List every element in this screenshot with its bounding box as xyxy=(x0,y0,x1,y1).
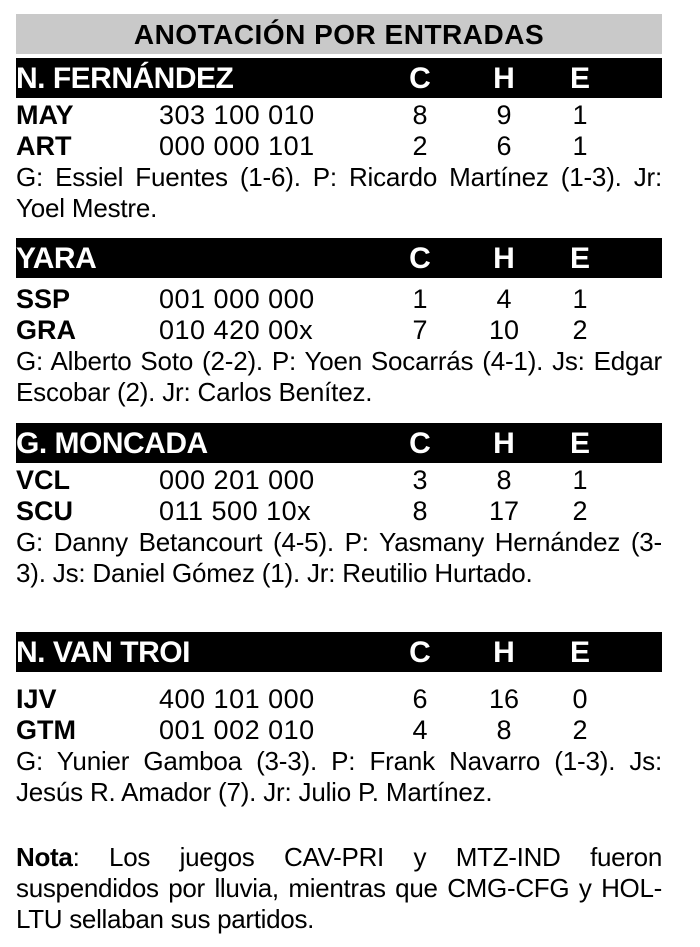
col-errors-header: E xyxy=(569,427,590,460)
col-errors-header: E xyxy=(569,636,590,669)
team-row xyxy=(16,465,662,496)
team-code: VCL xyxy=(16,465,70,495)
errors: 0 xyxy=(572,684,588,714)
runs: 8 xyxy=(412,100,428,130)
game-notes: G: Essiel Fuentes (1-6). P: Ricardo Martínez (1-3). Jr: Yoel Mestre. xyxy=(16,162,662,223)
team-row xyxy=(16,100,662,131)
hits: 9 xyxy=(496,100,512,130)
errors: 1 xyxy=(572,465,588,495)
runs: 4 xyxy=(412,715,428,745)
team-row xyxy=(16,284,662,315)
errors: 1 xyxy=(572,284,588,314)
col-runs-header: C xyxy=(409,62,431,95)
team-code: SSP xyxy=(16,284,71,314)
hits: 8 xyxy=(496,465,512,495)
team-code: GTM xyxy=(16,715,76,745)
venue-name: N. VAN TROI xyxy=(16,636,190,669)
inning-line: 000 201 000 xyxy=(159,465,315,495)
game-header xyxy=(16,632,662,672)
game-notes: G: Danny Betancourt (4-5). P: Yasmany Hernández (3-3). Js: Daniel Gómez (1). Jr: Reutilio Hurtado. xyxy=(16,527,662,588)
errors: 2 xyxy=(572,496,588,526)
team-code: GRA xyxy=(16,315,76,345)
team-code: ART xyxy=(16,131,72,161)
col-hits-header: H xyxy=(493,62,515,95)
inning-line: 001 002 010 xyxy=(159,715,315,745)
game-block xyxy=(16,632,662,808)
footnote xyxy=(16,842,662,935)
col-hits-header: H xyxy=(493,427,515,460)
col-hits-header: H xyxy=(493,636,515,669)
col-errors-header: E xyxy=(569,242,590,275)
col-runs-header: C xyxy=(409,242,431,275)
team-row xyxy=(16,131,662,162)
inning-line: 011 500 10x xyxy=(159,496,312,526)
errors: 2 xyxy=(572,715,588,745)
game-block xyxy=(16,423,662,589)
team-code: MAY xyxy=(16,100,74,130)
venue-name: YARA xyxy=(16,242,97,275)
inning-line: 303 100 010 xyxy=(159,100,315,130)
footnote-text: : Los juegos CAV-PRI y MTZ-IND fueron suspendidos por lluvia, mientras que CMG-CFG y HOL-LTU sellaban sus partidos. xyxy=(16,842,662,934)
hits: 10 xyxy=(488,315,520,345)
errors: 1 xyxy=(572,100,588,130)
venue-name: N. FERNÁNDEZ xyxy=(16,62,234,95)
game-header xyxy=(16,58,662,98)
team-row xyxy=(16,715,662,746)
hits: 6 xyxy=(496,131,512,161)
team-row xyxy=(16,684,662,715)
game-header xyxy=(16,238,662,278)
col-runs-header: C xyxy=(409,427,431,460)
hits: 17 xyxy=(488,496,520,526)
game-notes: G: Yunier Gamboa (3-3). P: Frank Navarro (1-3). Js: Jesús R. Amador (7). Jr: Julio P. Martínez. xyxy=(16,746,662,807)
team-row xyxy=(16,315,662,346)
runs: 1 xyxy=(412,284,428,314)
runs: 8 xyxy=(412,496,428,526)
inning-line: 010 420 00x xyxy=(159,315,314,345)
game-header xyxy=(16,423,662,463)
runs: 2 xyxy=(412,131,428,161)
runs: 3 xyxy=(412,465,428,495)
inning-line: 000 000 101 xyxy=(159,131,315,161)
hits: 4 xyxy=(496,284,512,314)
game-block xyxy=(16,238,662,408)
col-errors-header: E xyxy=(569,62,590,95)
col-runs-header: C xyxy=(409,636,431,669)
errors: 1 xyxy=(572,131,588,161)
errors: 2 xyxy=(572,315,588,345)
team-code: IJV xyxy=(16,684,57,714)
game-block xyxy=(16,58,662,224)
runs: 7 xyxy=(412,315,428,345)
venue-name: G. MONCADA xyxy=(16,427,208,460)
team-row xyxy=(16,496,662,527)
col-hits-header: H xyxy=(493,242,515,275)
hits: 8 xyxy=(496,715,512,745)
hits: 16 xyxy=(488,684,520,714)
game-notes: G: Alberto Soto (2-2). P: Yoen Socarrás (4-1). Js: Edgar Escobar (2). Jr: Carlos Benítez. xyxy=(16,346,662,407)
inning-line: 400 101 000 xyxy=(159,684,315,714)
footnote-label: Nota xyxy=(16,842,73,872)
page-title: ANOTACIÓN POR ENTRADAS xyxy=(16,14,662,54)
inning-line: 001 000 000 xyxy=(159,284,315,314)
team-code: SCU xyxy=(16,496,74,526)
runs: 6 xyxy=(412,684,428,714)
